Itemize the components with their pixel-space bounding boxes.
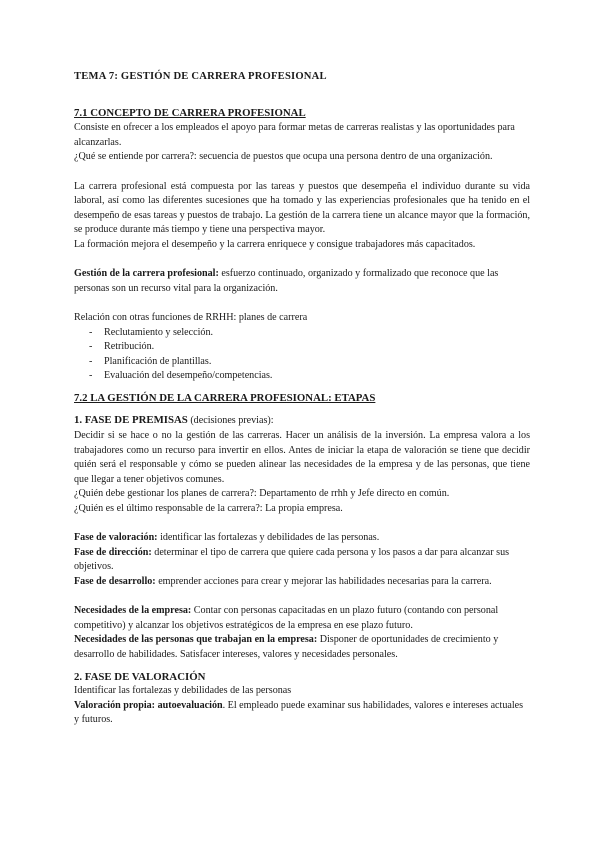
fase-valoracion-text: identificar las fortalezas y debilidades de las personas.	[157, 532, 380, 544]
fase-1-paragraph-2: ¿Quién debe gestionar los planes de carrera?: Departamento de rrhh y Jefe directo en común.	[74, 488, 450, 500]
list-item: - Retribución.	[89, 340, 530, 355]
relation-intro: Relación con otras funciones de RRHH: planes de carrera	[74, 311, 308, 323]
necesidades-empresa	[74, 604, 530, 633]
section-1-paragraph-3: La carrera profesional está compuesta por las tareas y puestos que desempeña el individuo durante su vida laboral, así como las diferentes sucesiones que ha tomado y las experiencias profesionales que ha tenido en el desempeño de esas tareas y puestos de trabajo. La gestión de la carrera tiene un alcance mayor que la formación, se produce durante más tiempo y tiene una perspectiva mayor.	[74, 180, 530, 236]
fase-valoracion-label: Fase de valoración:	[74, 532, 158, 544]
gestion-definition	[74, 267, 530, 296]
gestion-text: esfuerzo continuado, organizado y formalizado que reconoce que las personas son un recurso vital para la organización.	[74, 268, 499, 294]
fase-1-paragraph-1: Decidir si se hace o no la gestión de las carreras. Hacer un análisis de la inversión. La empresa valora a los trabajadores como un recurso para invertir en ellos. Antes de iniciar la etapa de valoración se tiene que decidir quién será el responsable y cómo se pueden alinear las necesidades de la empresa y de las personas, que tiene que llegar a tener objetivos comunes.	[74, 430, 530, 485]
gestion-label: Gestión de la carrera profesional:	[74, 268, 219, 280]
fase-valoracion	[74, 531, 530, 546]
fase-desarrollo	[74, 575, 530, 590]
necesidades-personas-text: Disponer de oportunidades de crecimiento y desarrollo de habilidades. Satisfacer intereses, valores y necesidades personales.	[74, 634, 499, 660]
necesidades-empresa-label: Necesidades de la empresa:	[74, 605, 192, 617]
valoracion-propia	[74, 699, 530, 728]
valoracion-propia-label: Valoración propia: autoevaluación	[74, 699, 223, 711]
fase-1-paragraph-3: ¿Quién es el último responsable de la carrera?: La propia empresa.	[74, 503, 343, 515]
list-item: - Reclutamiento y selección.	[89, 326, 530, 341]
fase-1-sub: (decisiones previas):	[187, 415, 274, 427]
fase-1-label: 1. FASE DE PREMISAS	[74, 414, 188, 427]
fase-direccion-text: determinar el tipo de carrera que quiere cada persona y los pasos a dar para alcanzar sus objetivos.	[74, 546, 510, 573]
section-1-paragraph-2: ¿Qué se entiende por carrera?: secuencia de puestos que ocupa una persona dentro de una organización.	[74, 151, 493, 163]
fase-1-heading	[74, 413, 530, 429]
fase-2-heading: 2. FASE DE VALORACIÓN	[74, 670, 206, 683]
necesidades-personas-label: Necesidades de las personas que trabajan en la empresa:	[74, 634, 318, 646]
list-item: - Evaluación del desempeño/competencias.	[89, 369, 530, 384]
section-1-paragraph-4: La formación mejora el desempeño y la carrera enriquece y consigue trabajadores más capacitados.	[74, 238, 476, 250]
section-2-heading: 7.2 LA GESTIÓN DE LA CARRERA PROFESIONAL: ETAPAS	[74, 391, 376, 404]
fase-desarrollo-label: Fase de desarrollo:	[74, 576, 156, 587]
document-title: TEMA 7: GESTIÓN DE CARRERA PROFESIONAL	[74, 71, 327, 82]
relation-list	[74, 326, 530, 384]
necesidades-empresa-text: Contar con personas capacitadas en un plazo futuro (contando con personal competitivo) y alcanzar los objetivos estratégicos de la empresa en ese plazo futuro.	[74, 605, 499, 631]
section-1-paragraph-1: Consiste en ofrecer a los empleados el apoyo para formar metas de carreras realistas y las oportunidades para alcanzarlas.	[74, 122, 515, 148]
necesidades-personas	[74, 633, 530, 662]
fase-direccion-label: Fase de dirección:	[74, 546, 152, 558]
section-1-heading: 7.1 CONCEPTO DE CARRERA PROFESIONAL	[74, 106, 306, 119]
list-item: - Planificación de plantillas.	[89, 355, 530, 370]
fase-direccion	[74, 546, 530, 575]
fase-2-paragraph-1: Identificar las fortalezas y debilidades de las personas	[74, 685, 292, 697]
fase-desarrollo-text: emprender acciones para crear y mejorar las habilidades necesarias para la carrera.	[155, 576, 492, 587]
valoracion-propia-text: . El empleado puede examinar sus habilidades, valores e intereses actuales y futuros.	[74, 699, 524, 726]
